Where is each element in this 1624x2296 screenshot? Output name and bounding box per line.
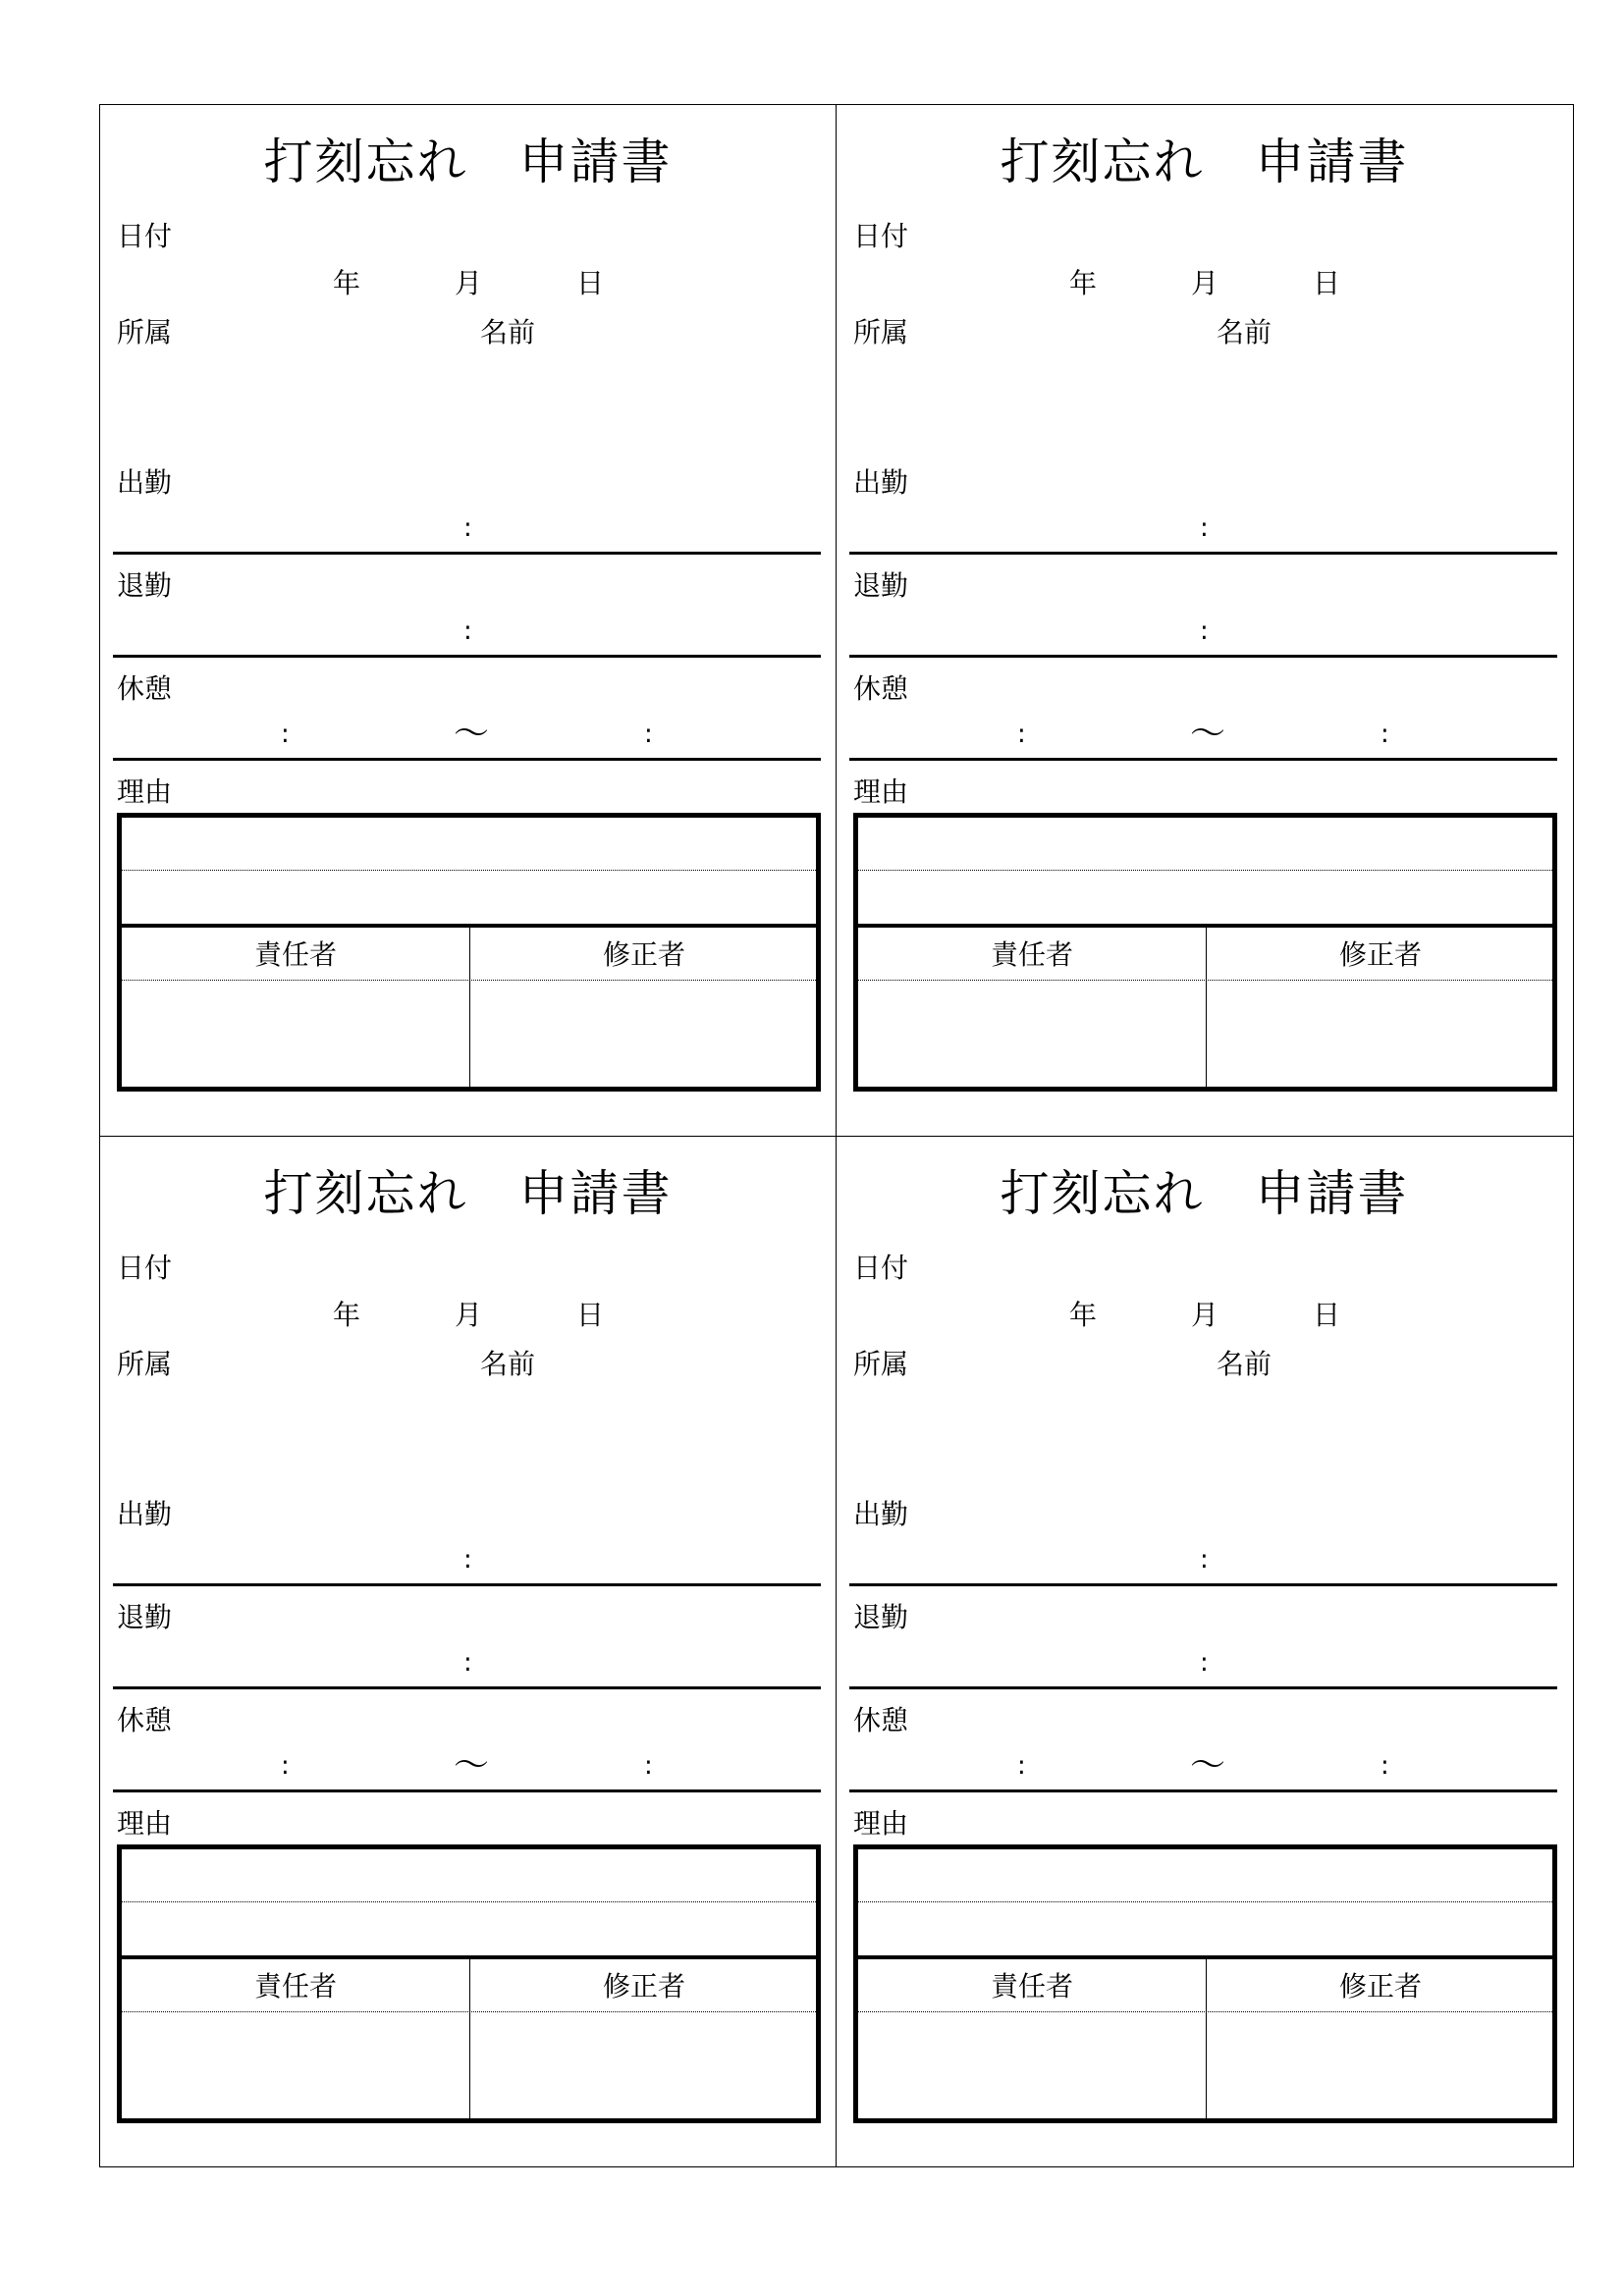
reason-dotted-line: [858, 870, 1552, 871]
clock-in-underline: [113, 552, 821, 555]
break-start-colon: :: [1017, 720, 1026, 749]
clock-out-label: 退勤: [853, 1601, 909, 1633]
clock-in-underline: [849, 552, 1557, 555]
break-label: 休憩: [117, 1704, 173, 1736]
break-label: 休憩: [853, 1704, 909, 1736]
approval-dotted-line: [122, 2011, 816, 2012]
month-label: 月: [455, 267, 483, 299]
name-label: 名前: [1217, 1348, 1272, 1380]
date-label: 日付: [117, 220, 173, 252]
department-label: 所属: [853, 1348, 909, 1380]
clock-out-underline: [849, 1686, 1557, 1689]
day-label: 日: [576, 267, 605, 299]
approval-dotted-line: [858, 2011, 1552, 2012]
break-tilde: ～: [1190, 1745, 1226, 1786]
approval-dotted-line: [858, 980, 1552, 981]
month-label: 月: [1191, 1299, 1219, 1331]
manager-header: 責任者: [253, 938, 337, 971]
clock-out-colon: :: [1200, 1648, 1209, 1678]
break-start-colon: :: [1017, 1751, 1026, 1781]
request-form-top-left: [100, 105, 836, 1136]
reason-dotted-line: [122, 870, 816, 871]
manager-header: 責任者: [990, 938, 1073, 971]
day-label: 日: [576, 1299, 605, 1331]
break-end-colon: :: [644, 720, 653, 749]
clock-out-underline: [849, 655, 1557, 658]
clock-out-underline: [113, 1686, 821, 1689]
clock-out-colon: :: [463, 616, 472, 646]
clock-out-colon: :: [463, 1648, 472, 1678]
reason-dotted-line: [858, 1901, 1552, 1902]
corrector-header: 修正者: [1338, 938, 1422, 971]
manager-header: 責任者: [253, 1970, 337, 2002]
department-label: 所属: [853, 316, 909, 348]
form-title: 打刻忘れ 申請書: [263, 133, 673, 190]
request-form-bottom-right: [837, 1137, 1572, 2167]
request-form-bottom-left: [100, 1137, 836, 2167]
request-form-top-right: [837, 105, 1572, 1136]
form-title: 打刻忘れ 申請書: [1000, 1165, 1409, 1222]
name-label: 名前: [480, 316, 536, 348]
corrector-header: 修正者: [602, 1970, 685, 2002]
break-underline: [113, 1789, 821, 1792]
clock-in-underline: [113, 1583, 821, 1586]
clock-in-colon: :: [463, 1545, 472, 1575]
clock-in-label: 出勤: [117, 466, 173, 499]
clock-in-underline: [849, 1583, 1557, 1586]
corrector-header: 修正者: [602, 938, 685, 971]
reason-and-approval-box: [117, 813, 821, 1092]
break-tilde: ～: [454, 714, 490, 754]
reason-and-approval-box: [117, 1844, 821, 2123]
clock-out-label: 退勤: [117, 1601, 173, 1633]
reason-label: 理由: [117, 775, 173, 808]
form-title: 打刻忘れ 申請書: [1000, 133, 1409, 190]
name-label: 名前: [1217, 316, 1272, 348]
break-label: 休憩: [117, 672, 173, 705]
day-label: 日: [1313, 267, 1341, 299]
break-underline: [849, 1789, 1557, 1792]
break-end-colon: :: [1380, 1751, 1389, 1781]
department-label: 所属: [117, 316, 173, 348]
form-title: 打刻忘れ 申請書: [263, 1165, 673, 1222]
break-end-colon: :: [644, 1751, 653, 1781]
manager-header: 責任者: [990, 1970, 1073, 2002]
form-sheet: [99, 104, 1574, 2167]
corrector-header: 修正者: [1338, 1970, 1422, 2002]
year-label: 年: [333, 1299, 361, 1331]
month-label: 月: [1191, 267, 1219, 299]
clock-in-label: 出勤: [853, 1498, 909, 1530]
name-label: 名前: [480, 1348, 536, 1380]
break-start-colon: :: [281, 720, 290, 749]
reason-and-approval-box: [853, 1844, 1557, 2123]
break-tilde: ～: [1190, 714, 1226, 754]
reason-and-approval-box: [853, 813, 1557, 1092]
clock-out-underline: [113, 655, 821, 658]
break-underline: [113, 758, 821, 761]
date-label: 日付: [853, 1252, 909, 1284]
year-label: 年: [1069, 1299, 1098, 1331]
reason-label: 理由: [853, 1807, 909, 1840]
clock-in-colon: :: [1200, 513, 1209, 543]
year-label: 年: [333, 267, 361, 299]
break-start-colon: :: [281, 1751, 290, 1781]
reason-label: 理由: [853, 775, 909, 808]
approval-dotted-line: [122, 980, 816, 981]
clock-out-colon: :: [1200, 616, 1209, 646]
year-label: 年: [1069, 267, 1098, 299]
date-label: 日付: [853, 220, 909, 252]
break-underline: [849, 758, 1557, 761]
department-label: 所属: [117, 1348, 173, 1380]
day-label: 日: [1313, 1299, 1341, 1331]
clock-in-colon: :: [1200, 1545, 1209, 1575]
clock-out-label: 退勤: [853, 569, 909, 602]
date-label: 日付: [117, 1252, 173, 1284]
clock-in-label: 出勤: [117, 1498, 173, 1530]
clock-in-label: 出勤: [853, 466, 909, 499]
break-end-colon: :: [1380, 720, 1389, 749]
month-label: 月: [455, 1299, 483, 1331]
reason-dotted-line: [122, 1901, 816, 1902]
reason-label: 理由: [117, 1807, 173, 1840]
clock-out-label: 退勤: [117, 569, 173, 602]
break-tilde: ～: [454, 1745, 490, 1786]
break-label: 休憩: [853, 672, 909, 705]
clock-in-colon: :: [463, 513, 472, 543]
